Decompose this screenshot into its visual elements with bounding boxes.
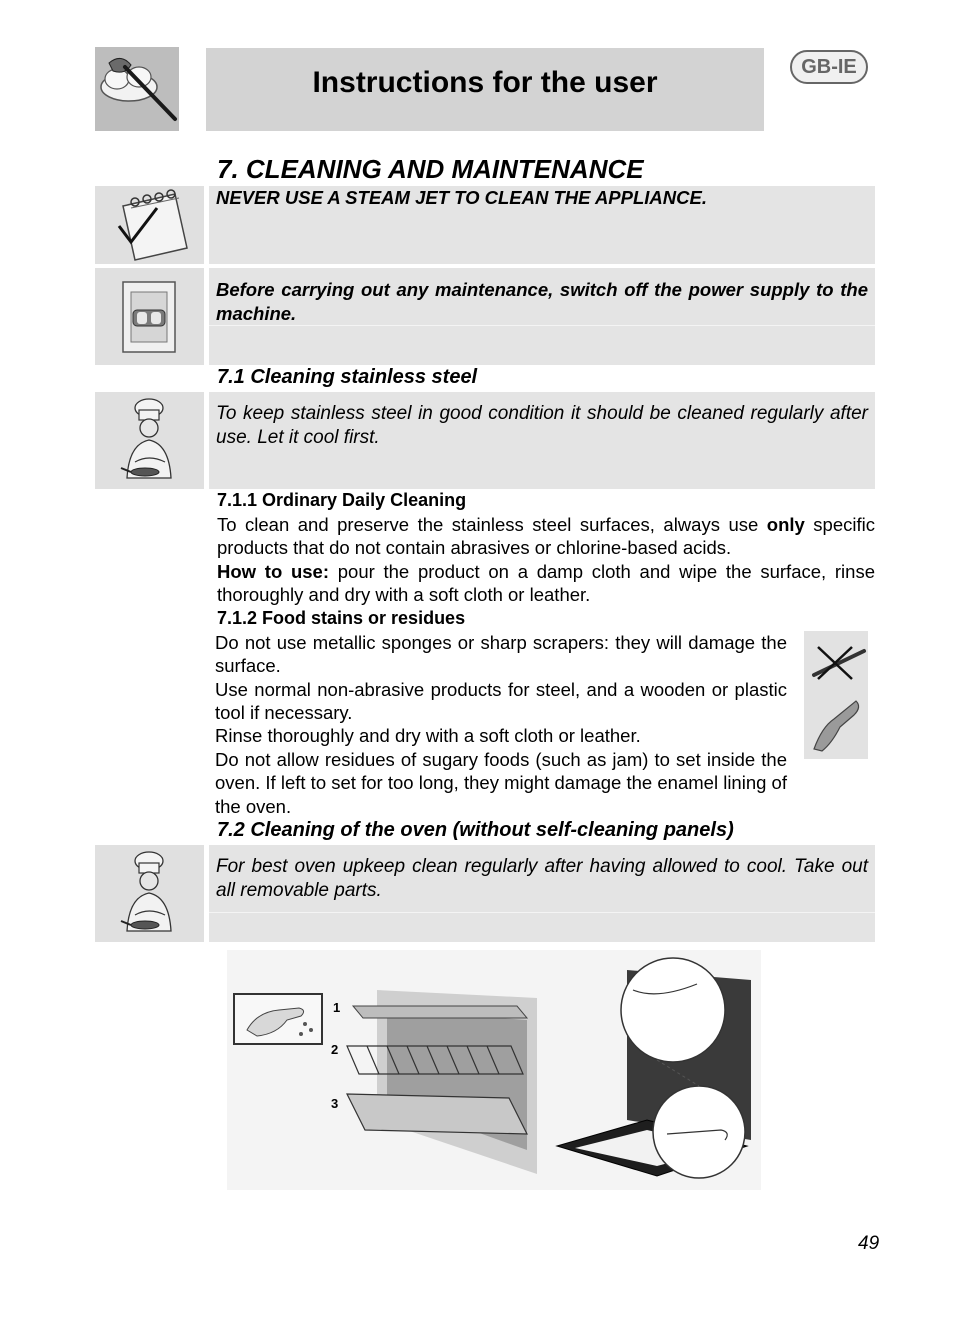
oven-cleaning-illustration: [227, 950, 761, 1190]
no-scraper-icon-box: [804, 631, 868, 759]
wooden-spatula-icon: [814, 701, 859, 751]
divider: [209, 325, 875, 326]
section-7-2-heading: 7.2 Cleaning of the oven (without self-cleaning panels): [217, 819, 734, 841]
oven-parts-illustration: [227, 950, 761, 1190]
spoon-chef-hat-logo: [95, 47, 179, 131]
stainless-note-box: [209, 392, 875, 489]
food-stains-paragraph-1: Do not use metallic sponges or sharp scrapers: they will damage the surface.: [215, 632, 787, 677]
oven-note-text: For best oven upkeep clean regularly after having allowed to cool. Take out all removable parts.: [216, 856, 868, 901]
steam-warning-text: NEVER USE A STEAM JET TO CLEAN THE APPLIANCE.: [216, 187, 707, 208]
section-heading: 7. CLEANING AND MAINTENANCE: [217, 154, 644, 184]
oven-note-box: [209, 845, 875, 942]
region-badge: GB-IE: [790, 50, 868, 84]
power-switch-icon: [95, 268, 204, 365]
power-switch-icon-cell: [95, 268, 204, 365]
how-to-use-label: How to use:: [217, 561, 330, 582]
chef-icon: [95, 392, 204, 489]
daily-cleaning-paragraph-1: [217, 513, 875, 560]
section-7-1-2-heading: 7.1.2 Food stains or residues: [217, 608, 466, 628]
header-title-box: [206, 48, 764, 131]
chef-icon: [95, 845, 204, 942]
chef-icon-cell: [95, 392, 204, 489]
callout-2: 2: [331, 1042, 339, 1057]
chef-icon-cell-2: [95, 845, 204, 942]
text-run: specific products that do not contain abrasives or chlorine-based acids.: [217, 514, 875, 559]
food-stains-paragraph-2: Use normal non-abrasive products for steel, and a wooden or plastic tool if necessary.: [215, 679, 787, 724]
food-stains-paragraph-3: Rinse thoroughly and dry with a soft cloth or leather.: [215, 725, 641, 746]
notepad-check-icon-cell: [95, 186, 204, 264]
page-title: Instructions for the user: [312, 66, 658, 99]
divider: [209, 912, 875, 913]
daily-cleaning-paragraph-2: [217, 560, 875, 607]
callout-1: 1: [333, 1000, 341, 1015]
stainless-note-text: To keep stainless steel in good condition it should be cleaned regularly after use. Let it cool first.: [216, 403, 868, 448]
detail-circle-top: [621, 958, 725, 1062]
steam-warning-box: [209, 186, 875, 264]
food-stains-paragraph-4: Do not allow residues of sugary foods (such as jam) to set inside the oven. If left to set for too long, they might damage the enamel lining of the oven.: [215, 749, 787, 817]
text-run: To clean and preserve the stainless steel surfaces, always use: [217, 514, 767, 535]
power-warning-text: Before carrying out any maintenance, switch off the power supply to the machine.: [216, 279, 868, 324]
text-run: pour the product on a damp cloth and wipe the surface, rinse thoroughly and dry with a soft cloth or leather.: [217, 561, 875, 606]
power-warning-box: [209, 268, 875, 365]
page-number: 49: [858, 1233, 880, 1254]
section-7-1-1-heading: 7.1.1 Ordinary Daily Cleaning: [217, 490, 467, 510]
crossed-knife-icon: [804, 631, 868, 759]
baking-tray-icon: [347, 1094, 527, 1134]
emphasis-only: only: [766, 514, 805, 535]
spoon-icon: [95, 47, 179, 131]
notepad-check-icon: [95, 186, 204, 264]
section-7-1-heading: 7.1 Cleaning stainless steel: [217, 366, 478, 388]
callout-3: 3: [331, 1096, 339, 1111]
